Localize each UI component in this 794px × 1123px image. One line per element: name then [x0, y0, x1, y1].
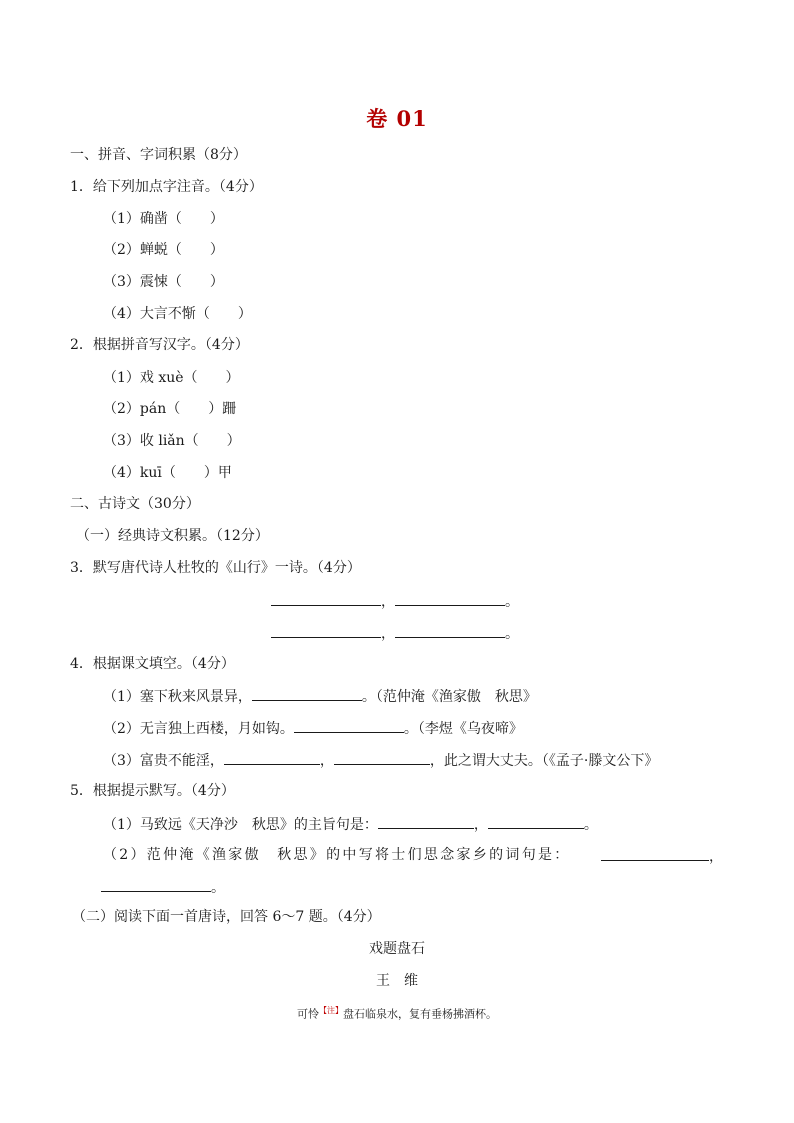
answer-blank[interactable]: [378, 814, 474, 829]
section-1-heading: 一、拼音、字词积累（8分）: [70, 147, 247, 163]
period-mark: 。: [211, 880, 225, 896]
q4-item-2-text: （2）无言独上西楼，月如钩。: [103, 721, 294, 737]
answer-blank[interactable]: [271, 591, 381, 606]
question-4: 4．根据课文填空。（4分）: [70, 656, 235, 672]
q5-item-1: [103, 814, 598, 834]
comma-mark: ，: [473, 817, 488, 833]
q4-item-2: [103, 718, 523, 738]
poem-line-rest: 盘石临泉水，复有垂杨拂酒杯。: [343, 1007, 497, 1021]
annotation-mark: 【注】: [319, 1006, 343, 1015]
subsection-1-heading: （一）经典诗文积累。（12分）: [76, 528, 269, 544]
question-5: 5．根据提示默写。（4分）: [70, 783, 235, 799]
q1-item-4: （4）大言不惭（ ）: [103, 306, 252, 322]
q4-item-1-text: （1）塞下秋来风景异，: [103, 689, 252, 705]
answer-blank[interactable]: [252, 686, 362, 701]
q4-item-3: [103, 750, 658, 770]
section-2-heading: 二、古诗文（30分）: [70, 496, 200, 512]
q4-item-3-source: ，此之谓大丈夫。（《孟子·滕文公下》: [429, 753, 659, 769]
q1-item-1: （1）确凿（ ）: [103, 211, 224, 227]
poem-line: [0, 1004, 794, 1022]
q2-item-3: （3）收 liǎn（ ）: [103, 433, 241, 449]
q5-item-2-text: （2）范仲淹《渔家傲 秋思》的中写将士们思念家乡的词句是：: [103, 847, 571, 863]
period-mark: 。: [505, 594, 519, 610]
question-2: 2．根据拼音写汉字。（4分）: [70, 337, 249, 353]
period-mark: 。: [583, 817, 598, 833]
q1-item-3: （3）震悚（ ）: [103, 274, 224, 290]
q5-item-2-blank-group: [601, 846, 723, 866]
comma-mark: ，: [319, 753, 334, 769]
poem-author: 王 维: [376, 973, 418, 989]
answer-blank[interactable]: [101, 877, 211, 892]
poem-title: 戏题盘石: [369, 941, 425, 957]
answer-blank[interactable]: [488, 814, 584, 829]
answer-blank[interactable]: [271, 623, 381, 638]
question-1: 1．给下列加点字注音。（4分）: [70, 179, 263, 195]
q4-item-1: [103, 686, 537, 706]
q3-answer-row-2: [271, 623, 519, 643]
comma-mark: ，: [381, 626, 395, 642]
answer-blank[interactable]: [334, 750, 430, 765]
comma-mark: ，: [381, 594, 395, 610]
question-3: 3．默写唐代诗人杜牧的《山行》一诗。（4分）: [70, 560, 361, 576]
q4-item-1-source: 。（范仲淹《渔家傲 秋思》: [361, 689, 537, 705]
answer-blank[interactable]: [395, 623, 505, 638]
q5-item-2: [103, 846, 723, 866]
q3-answer-row-1: [271, 591, 519, 611]
period-mark: 。: [505, 626, 519, 642]
answer-blank[interactable]: [224, 750, 320, 765]
answer-blank[interactable]: [294, 718, 404, 733]
comma-mark: ，: [709, 849, 723, 865]
q2-item-1: （1）戏 xuè（ ）: [103, 370, 240, 386]
subsection-2-heading: （二）阅读下面一首唐诗，回答 6～7 题。（4分）: [72, 909, 381, 925]
page-title: 卷 01: [366, 106, 428, 131]
q5-item-1-text: （1）马致远《天净沙 秋思》的主旨句是：: [103, 817, 378, 833]
poem-line-start: 可怜: [297, 1007, 319, 1021]
q4-item-3-text: （3）富贵不能淫，: [103, 753, 224, 769]
q2-item-2: （2）pán（ ）跚: [103, 401, 237, 417]
answer-blank[interactable]: [601, 846, 709, 861]
q1-item-2: （2）蝉蜕（ ）: [103, 242, 224, 258]
q2-item-4: （4）kuī（ ）甲: [103, 465, 232, 481]
answer-blank[interactable]: [395, 591, 505, 606]
q5-item-2-continued: [101, 877, 225, 897]
q4-item-2-source: 。（李煜《乌夜啼》: [403, 721, 523, 737]
